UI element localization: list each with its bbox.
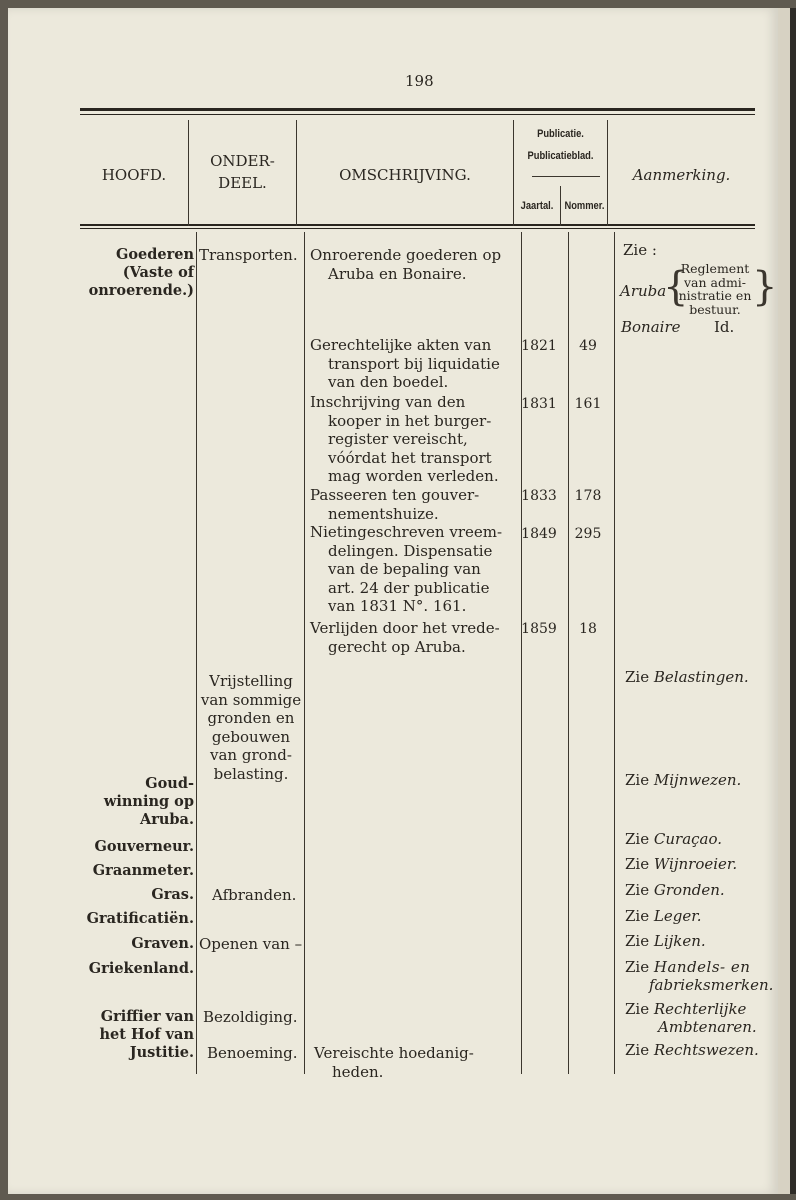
header-publicatie: Publicatie.: [537, 128, 584, 140]
left-brace: {: [663, 264, 689, 310]
omschrijving-onroerende: [310, 246, 515, 283]
zie-word: Zie: [625, 932, 650, 950]
onderdeel-line: gronden en: [207, 709, 295, 727]
zie-word: Zie: [625, 855, 650, 873]
omschrijving-nietingeschreven: [310, 523, 515, 616]
header-omschrijving: OMSCHRIJVING.: [339, 166, 471, 184]
zie-word: Zie: [625, 830, 650, 848]
ref-rechtswezen: Rechtswezen.: [653, 1041, 759, 1059]
header-jaartal: Jaartal.: [520, 200, 554, 212]
omschrijving-line: Passeeren ten gouver-: [310, 486, 480, 504]
zie-word: Zie: [625, 668, 650, 686]
omschrijving-line: vóórdat het transport: [328, 448, 492, 467]
hoofd-gratificatien: Gratificatiën.: [86, 910, 194, 927]
onderdeel-line: gebouwen: [211, 727, 291, 746]
ann-curacao: [625, 830, 722, 848]
hoofd-goederen: [70, 246, 194, 300]
body-divider-1: [196, 232, 197, 1074]
ann-belastingen: [625, 668, 749, 686]
header-publicatieblad: Publicatieblad.: [527, 150, 594, 162]
ref-rechterlijke-line2: Ambtenaren.: [658, 1018, 757, 1036]
page-edge-dark: [790, 8, 796, 1194]
omschrijving-line: van 1831 N°. 161.: [328, 597, 467, 615]
reglement-line: nistratie en: [678, 288, 752, 303]
omschrijving-line: transport bij liquidatie: [328, 354, 500, 373]
omschrijving-line: Verlijden door het vrede-: [310, 619, 500, 637]
onderdeel-afbranden: Afbranden.: [212, 886, 297, 904]
omschrijving-line: mag worden verleden.: [328, 467, 499, 485]
hoofd-gras: Gras.: [151, 886, 194, 903]
hoofd-line: Justitie.: [129, 1044, 194, 1061]
zie-word: Zie: [625, 771, 650, 789]
onderdeel-vrijstelling: [199, 672, 303, 783]
hoofd-gouverneur: Gouverneur.: [94, 838, 194, 855]
omschrijving-line: Gerechtelijke akten van: [310, 336, 492, 354]
ref-handels-line1: Handels- en: [653, 958, 751, 976]
jaartal-1821: 1821: [521, 338, 557, 354]
ann-leger: [625, 907, 702, 925]
ann-rechtswezen: [625, 1041, 759, 1059]
hoofd-line: Goederen: [115, 246, 194, 263]
zie-word: Zie: [625, 1041, 650, 1059]
ann-mijnwezen: [625, 771, 741, 789]
omschrijving-gerechtelijke: [310, 336, 515, 392]
omschrijving-verlijden: [310, 619, 522, 656]
omschrijving-line: nementshuize.: [328, 504, 439, 523]
ref-rechterlijke-line1: Rechterlijke: [653, 1000, 747, 1018]
omschrijving-line: gerecht op Aruba.: [328, 637, 466, 656]
hoofd-line: onroerende.): [88, 282, 194, 299]
nommer-295: 295: [574, 526, 602, 542]
ann-wijnroeier: [625, 855, 737, 873]
publicatieblad-underline: [532, 176, 600, 177]
ann-rechterlijke: [625, 1000, 757, 1036]
header-bottom-rule-2: [80, 228, 755, 229]
nommer-49: 49: [579, 338, 597, 354]
top-rule-thin: [80, 114, 755, 115]
header-nommer: Nommer.: [564, 200, 605, 212]
zie-word: Zie: [625, 958, 650, 976]
ann-gronden: [625, 881, 725, 899]
ref-lijken: Lijken.: [653, 932, 706, 950]
nommer-161: 161: [574, 396, 602, 412]
omschrijving-line: van den boedel.: [328, 373, 449, 391]
page-edge: [778, 8, 790, 1194]
jaartal-1849: 1849: [521, 526, 557, 542]
zie-word: Zie: [625, 881, 650, 899]
ann-lijken: [625, 932, 706, 950]
omschrijving-vereischte: [314, 1044, 519, 1081]
ann-id: Id.: [714, 318, 735, 336]
body-divider-5: [614, 232, 615, 1074]
col-divider-jaartal: [560, 186, 561, 226]
header-onderdeel: [189, 150, 296, 194]
header-hoofd: HOOFD.: [101, 166, 167, 184]
onderdeel-benoeming: Benoeming.: [207, 1044, 298, 1062]
header-onderdeel-line2: DEEL.: [218, 174, 267, 192]
hoofd-line: Goud-: [145, 775, 194, 792]
jaartal-1859: 1859: [521, 621, 557, 637]
omschrijving-line: heden.: [332, 1062, 384, 1081]
top-rule-thick: [80, 108, 755, 111]
hoofd-line: het Hof van: [99, 1026, 194, 1043]
hoofd-line: winning op: [103, 793, 194, 810]
hoofd-goudwinning: [70, 775, 194, 829]
reglement-block: [676, 262, 754, 316]
ref-mijnwezen: Mijnwezen.: [653, 771, 742, 789]
omschrijving-passeeren: [310, 486, 515, 523]
omschrijving-line: register vereischt,: [328, 430, 468, 448]
ref-curacao: Curaçao.: [653, 830, 723, 848]
onderdeel-line: belasting.: [213, 764, 289, 783]
nommer-18: 18: [579, 621, 597, 637]
reglement-line: Reglement: [680, 261, 750, 276]
header-bottom-rule: [80, 224, 755, 226]
omschrijving-line: Inschrijving van den: [310, 393, 466, 411]
zie-word: Zie: [625, 1000, 650, 1018]
jaartal-1833: 1833: [521, 488, 557, 504]
right-brace: }: [752, 264, 778, 310]
ref-handels-line2: fabrieksmerken.: [649, 976, 774, 994]
onderdeel-bezoldiging: Bezoldiging.: [203, 1008, 298, 1026]
hoofd-line: Griffier van: [100, 1008, 194, 1025]
hoofd-griffier: [70, 1008, 194, 1062]
hoofd-graven: Graven.: [131, 935, 194, 952]
omschrijving-line: art. 24 der publicatie: [328, 578, 490, 597]
omschrijving-line: Nietingeschreven vreem-: [310, 523, 503, 541]
omschrijving-line: Aruba en Bonaire.: [328, 264, 467, 283]
nommer-178: 178: [574, 488, 602, 504]
ann-aruba: Aruba: [620, 282, 667, 300]
ref-belastingen: Belastingen.: [653, 668, 749, 686]
col-divider-omschrijving: [513, 120, 514, 226]
omschrijving-line: kooper in het burger-: [328, 411, 492, 430]
hoofd-line: Aruba.: [139, 811, 194, 828]
jaartal-1831: 1831: [521, 396, 557, 412]
ref-gronden: Gronden.: [653, 881, 725, 899]
reglement-line: van admi-: [683, 274, 747, 290]
onderdeel-line: Vrijstelling: [209, 672, 293, 690]
ann-zie-colon: Zie :: [623, 241, 657, 259]
hoofd-graanmeter: Graanmeter.: [92, 862, 194, 879]
reglement-line: bestuur.: [689, 301, 741, 317]
page-number: 198: [405, 72, 434, 90]
omschrijving-line: delingen. Dispensatie: [328, 541, 493, 560]
onderdeel-line: van grond-: [210, 746, 292, 764]
omschrijving-inschrijving: [310, 393, 515, 486]
onderdeel-line: van sommige: [200, 690, 302, 709]
body-divider-4: [568, 232, 569, 1074]
ref-leger: Leger.: [653, 907, 702, 925]
onderdeel-openen: Openen van –: [199, 935, 303, 953]
ann-bonaire: Bonaire: [621, 318, 681, 336]
omschrijving-line: Vereischte hoedanig-: [314, 1044, 474, 1062]
hoofd-griekenland: Griekenland.: [88, 960, 194, 977]
omschrijving-line: Onroerende goederen op: [310, 246, 502, 264]
onderdeel-transporten: Transporten.: [199, 246, 298, 264]
header-onderdeel-line1: ONDER-: [210, 152, 275, 170]
ann-handels: [625, 958, 773, 994]
hoofd-line: (Vaste of: [122, 264, 194, 281]
zie-word: Zie: [625, 907, 650, 925]
header-aanmerking: Aanmerking.: [632, 166, 731, 184]
omschrijving-line: van de bepaling van: [328, 560, 481, 578]
ref-wijnroeier: Wijnroeier.: [653, 855, 738, 873]
